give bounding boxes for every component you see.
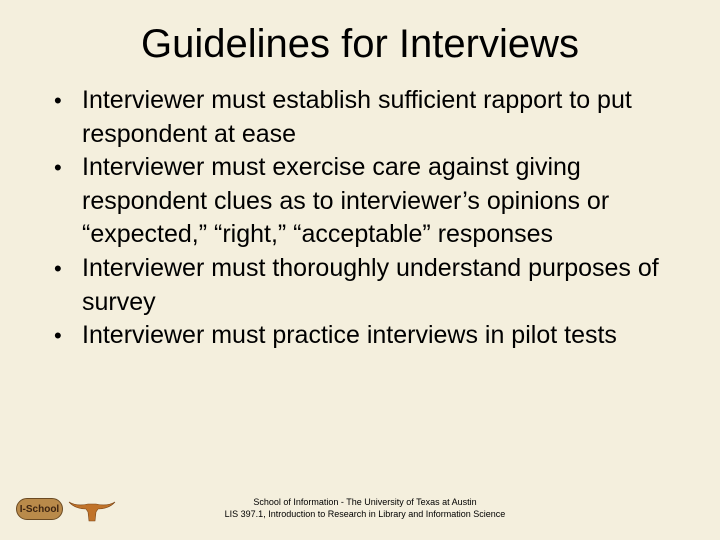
bullet-marker: • bbox=[54, 323, 62, 349]
ischool-logo bbox=[16, 496, 116, 524]
bullet-text: Interviewer must exercise care against giving respondent clues as to interviewer’s opinions or “expected,” “right,” “acceptable” responses bbox=[82, 153, 610, 249]
longhorn-icon bbox=[68, 496, 116, 524]
bullet-list bbox=[54, 84, 694, 353]
bullet-text: Interviewer must establish sufficient rapport to put respondent at ease bbox=[82, 86, 632, 148]
slide-title: Guidelines for Interviews bbox=[141, 22, 579, 66]
ischool-badge: I-School bbox=[16, 498, 63, 520]
footer-line-course: LIS 397.1, Introduction to Research in Library and Information Science bbox=[224, 509, 506, 519]
bullet-item bbox=[54, 151, 694, 252]
bullet-item bbox=[54, 84, 694, 151]
bullet-text: Interviewer must practice interviews in pilot tests bbox=[82, 321, 617, 350]
bullet-item bbox=[54, 319, 694, 353]
bullet-item bbox=[54, 252, 694, 319]
bullet-text: Interviewer must thoroughly understand purposes of survey bbox=[82, 253, 659, 316]
bullet-marker: • bbox=[54, 88, 62, 113]
footer-line-school: School of Information - The University of Texas at Austin bbox=[253, 497, 477, 507]
bullet-marker: • bbox=[54, 255, 62, 281]
bullet-marker: • bbox=[54, 155, 62, 181]
footer bbox=[200, 496, 530, 520]
